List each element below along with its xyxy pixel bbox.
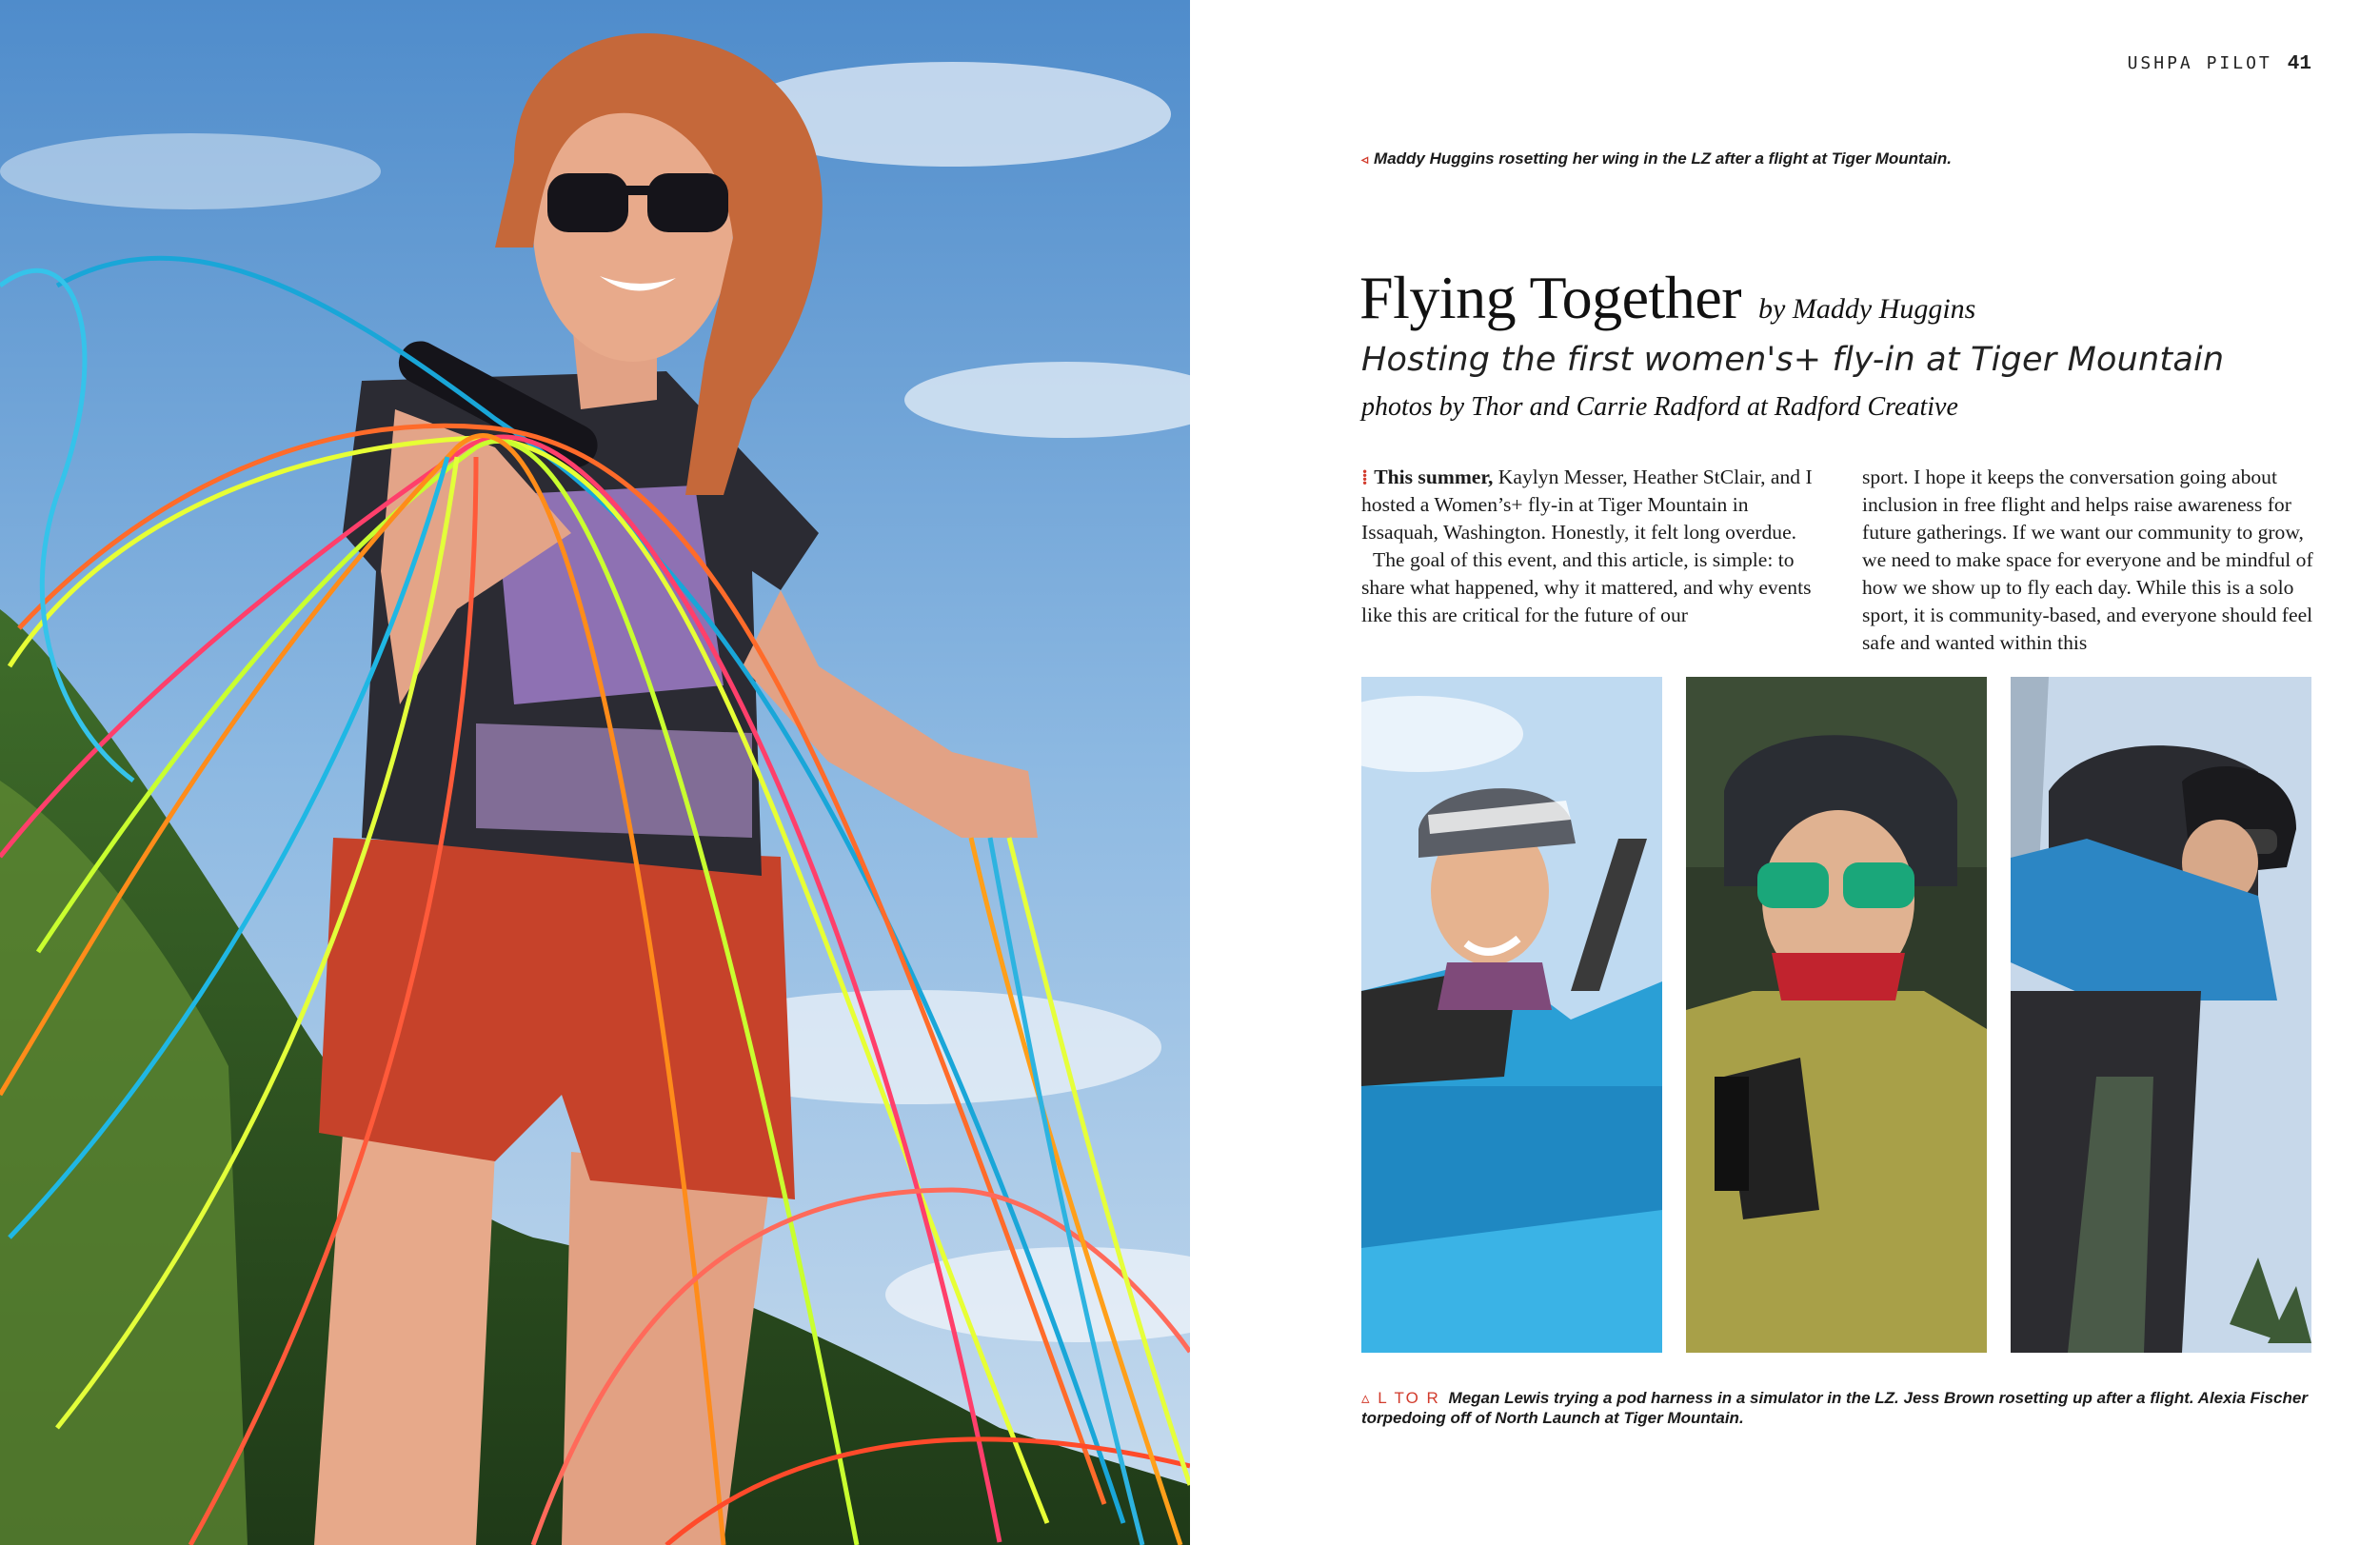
triangle-left-icon: ◃ xyxy=(1361,151,1369,167)
photo-strip xyxy=(1361,677,2311,1353)
paragraph-1 xyxy=(1361,464,1813,546)
paragraph-2: The goal of this event, and this article, is simple: to share what happened, why it mattered, and why events like this are critical for the future of our xyxy=(1361,548,1812,626)
top-caption-text: Maddy Huggins rosetting her wing in the LZ after a flight at Tiger Mountain. xyxy=(1374,149,1953,168)
bottom-caption-text: Megan Lewis trying a pod harness in a simulator in the LZ. Jess Brown rosetting up after a flight. Alexia Fischer torpedoing off of North Launch at Tiger Mountain. xyxy=(1361,1389,2308,1427)
body-column-2 xyxy=(1862,464,2313,657)
photo-alexia-fischer xyxy=(2011,677,2311,1353)
article-title-row xyxy=(1359,263,1975,333)
article-body xyxy=(1361,464,2313,657)
article-title: Flying Together xyxy=(1359,264,1742,331)
page-header xyxy=(2128,53,2311,75)
red-lead-mark-icon: ⁞ xyxy=(1361,465,1369,488)
photo-jess-brown xyxy=(1686,677,1987,1353)
top-photo-caption xyxy=(1361,149,1952,168)
article-byline: by Maddy Huggins xyxy=(1758,293,1976,325)
body-column-1 xyxy=(1361,464,1813,657)
triangle-up-icon: ▵ L TO R xyxy=(1361,1389,1440,1407)
paragraph-1-text: Kaylyn Messer, Heather StClair, and I hosted a Women’s+ fly-in at Tiger Mountain in Issaquah, Washington. Honestly, it felt long overdue. xyxy=(1361,465,1813,544)
bottom-photo-caption xyxy=(1361,1388,2323,1428)
article-subtitle: Hosting the first women's+ fly-in at Tiger Mountain xyxy=(1361,341,2225,379)
photo-megan-lewis xyxy=(1361,677,1662,1353)
paragraph-3: sport. I hope it keeps the conversation going about inclusion in free flight and helps raise awareness for future gatherings. If we want our community to grow, we need to make space for everyone and be mindful of how we show up to fly each day. While this is a solo sport, it is community-based, and everyone should feel safe and wanted within this xyxy=(1862,465,2313,654)
magazine-name: USHPA PILOT xyxy=(2127,53,2272,73)
photo-credit: photos by Thor and Carrie Radford at Radford Creative xyxy=(1361,392,1958,422)
page-number: 41 xyxy=(2287,53,2311,75)
lead-in: This summer, xyxy=(1374,465,1494,488)
